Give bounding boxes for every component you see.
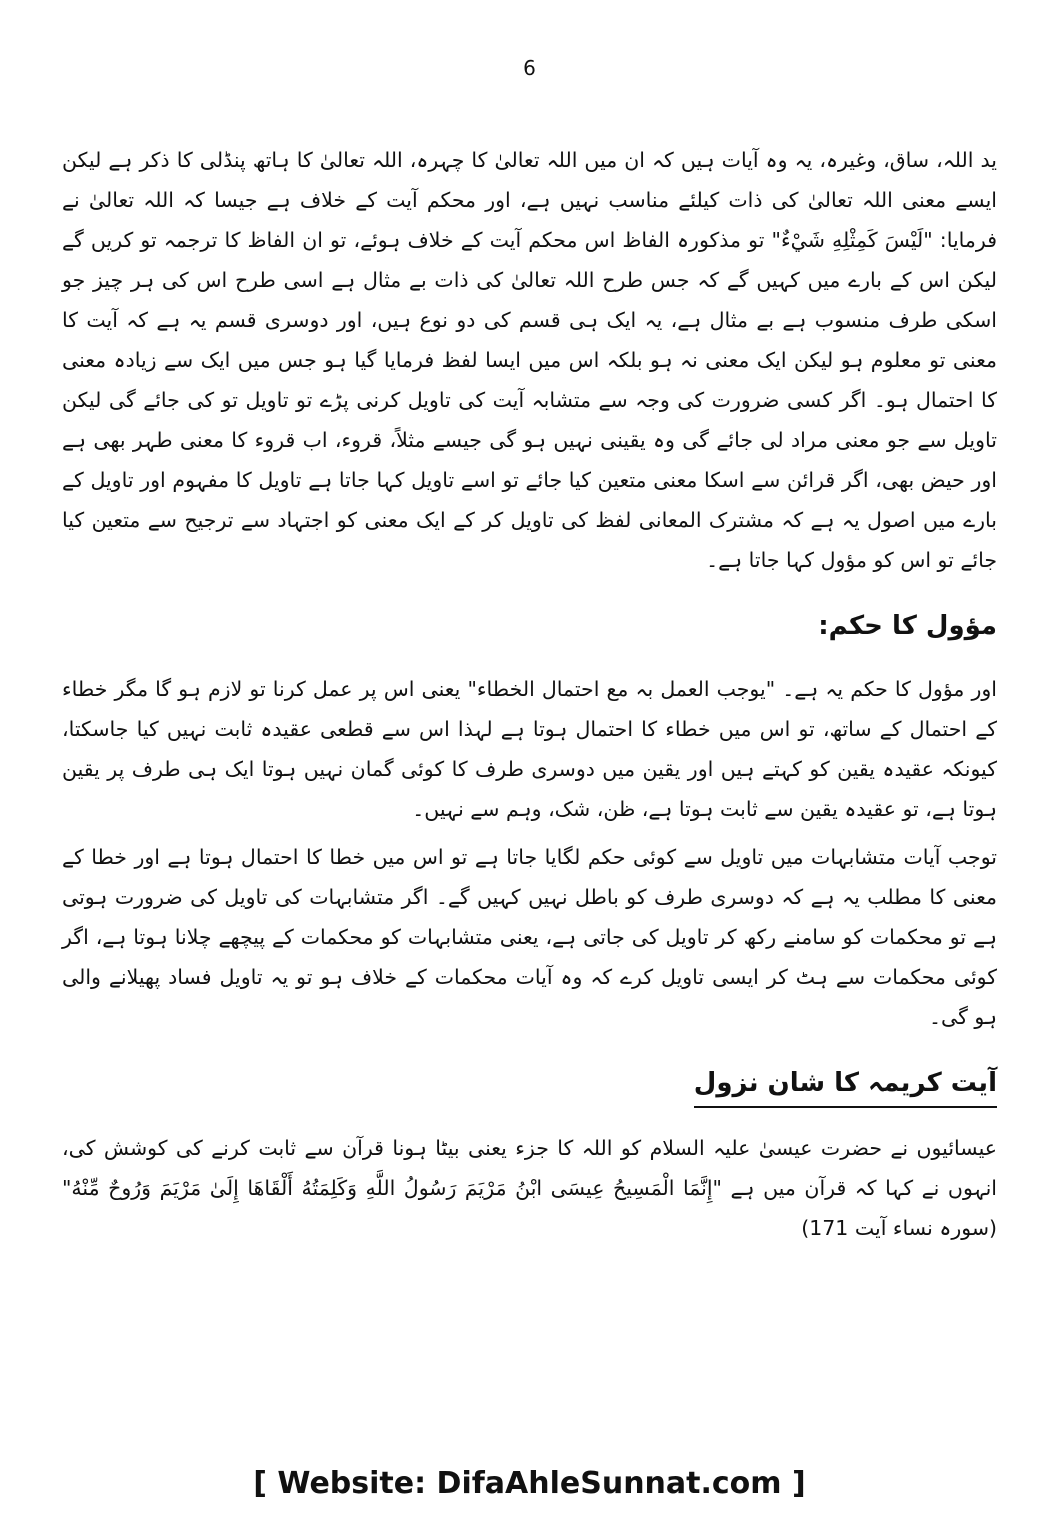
section-heading-wrapper — [62, 1063, 997, 1108]
intro-paragraph: ید اللہ، ساق، وغیرہ، یہ وہ آیات ہیں کہ ان میں اللہ تعالیٰ کا چہرہ، اللہ تعالیٰ کا ہاتھ پنڈلی کا ذکر ہے لیکن ایسے معنی اللہ تعالیٰ کی ذات کیلئے مناسب نہیں ہے، اور محکم آیت کے خلاف ہے جیسا کہ اللہ تعالیٰ نے فرمایا: "لَيْسَ كَمِثْلِهِ شَيْءٌ" تو مذکورہ الفاظ اس محکم آیت کے خلاف ہوئے، تو ان الفاظ کا ترجمہ تو کریں گے لیکن اس کے بارے میں کہیں گے کہ جس طرح اللہ تعالیٰ کی ذات بے مثال ہے اسی طرح اس کی ہر چیز جو اسکی طرف منسوب ہے بے مثال ہے، یہ ایک ہی قسم کی دو نوع ہیں، اور دوسری قسم یہ ہے کہ آیت کا معنی تو معلوم ہو لیکن ایک معنی نہ ہو بلکہ اس میں ایسا لفظ فرمایا گیا ہو جس میں ایک سے زیادہ معنی کا احتمال ہو۔ اگر کسی ضرورت کی وجہ سے متشابہ آیت کی تاویل کرنی پڑے تو تاویل تو کی جائے گی لیکن تاویل سے جو معنی مراد لی جائے گی وہ یقینی نہیں ہو گی جیسے مثلاً، قروء، اب قروء کا معنی طہر بھی ہے اور حیض بھی، اگر قرائن سے اسکا معنی متعین کیا جائے تو اسے تاویل کہا جاتا ہے تاویل کا مفہوم اور تاویل کے بارے میں اصول یہ ہے کہ مشترک المعانی لفظ کی تاویل کر کے ایک معنی کو اجتہاد سے ترجیح سے متعین کیا جائے تو اس کو مؤول کہا جاتا ہے۔ — [62, 148, 997, 572]
section-heading-muawwal-ruling: مؤول کا حکم: — [818, 611, 997, 641]
section-heading-wrapper — [62, 606, 997, 649]
revelation-paragraph: عیسائیوں نے حضرت عیسیٰ علیہ السلام کو اللہ کا جزء یعنی بیٹا ہونا قرآن سے ثابت کرنے کی کوشش کی، انہوں نے کہا کہ قرآن میں ہے "إِنَّمَا الْمَسِيحُ عِيسَى ابْنُ مَرْيَمَ رَسُولُ اللَّهِ وَكَلِمَتُهُ أَلْقَاهَا إِلَىٰ مَرْيَمَ وَرُوحٌ مِّنْهُ" (سورہ نساء آیت 171) — [62, 1136, 997, 1240]
document-body — [62, 140, 997, 1248]
mutashabihat-paragraph: توجب آیات متشابہات میں تاویل سے کوئی حکم لگایا جاتا ہے تو اس میں خطا کا احتمال ہوتا ہے اور خطا کے معنی کا مطلب یہ ہے کہ دوسری طرف کو باطل نہیں کہیں گے۔ اگر متشابہات کی تاویل کی ضرورت ہوتی ہے تو محکمات کو سامنے رکھ کر تاویل کی جاتی ہے، یعنی متشابہات کو محکمات کے پیچھے چلانا ہوتا ہے، اگر کوئی محکمات سے ہٹ کر ایسی تاویل کرے کہ وہ آیات محکمات کے خلاف ہو تو یہ تاویل فساد پھیلانے والی ہو گی۔ — [62, 845, 997, 1029]
section-heading-revelation-context: آیت کریمہ کا شان نزول — [694, 1063, 997, 1108]
ruling-paragraph: اور مؤول کا حکم یہ ہے۔ "یوجب العمل بہ مع احتمال الخطاء" یعنی اس پر عمل کرنا تو لازم ہو گا مگر خطاء کے احتمال کے ساتھ، تو اس میں خطاء کا احتمال ہوتا ہے لہذا اس سے قطعی عقیدہ ثابت نہیں کیا جاسکتا، کیونکہ عقیدہ یقین کو کہتے ہیں اور یقین میں دوسری طرف کا کوئی گمان نہیں ہوتا ایک ہی طرف پر یقین ہوتا ہے، تو عقیدہ یقین سے ثابت ہوتا ہے، ظن، شک، وہم سے نہیں۔ — [62, 677, 997, 821]
website-footer: [ Website: DifaAhleSunnat.com ] — [253, 1466, 806, 1501]
page-number: 6 — [523, 56, 536, 80]
